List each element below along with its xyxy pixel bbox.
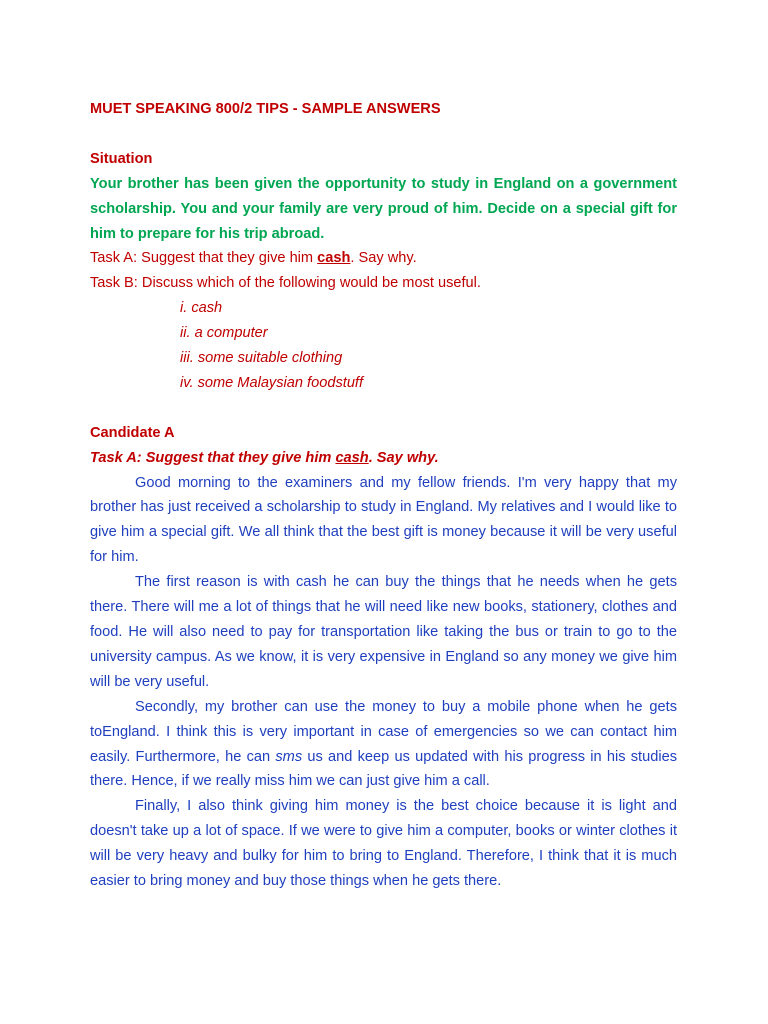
candidate-task-prefix: Task A: Suggest that they give him bbox=[90, 449, 336, 466]
spacer bbox=[90, 396, 677, 421]
spacer bbox=[90, 122, 677, 147]
options-list bbox=[90, 296, 677, 396]
answer-paragraph-1: Good morning to the examiners and my fellow friends. I'm very happy that my brother has just received a scholarship to study in England. My relatives and I would like to give him a special gift. We all think that the best gift is money because it will be very useful for him. bbox=[90, 474, 677, 566]
candidate-heading: Candidate A bbox=[90, 424, 175, 441]
candidate-task-line bbox=[90, 446, 677, 471]
task-a-suffix: . Say why. bbox=[350, 250, 417, 267]
document-page bbox=[90, 97, 677, 894]
paragraph-3-text-a: Secondly, my brother can use the money to buy a mobile phone when he gets toEngland. I think this is very important in case of emergencies so we can contact him easily. Furthermore, he can bbox=[90, 698, 677, 765]
option-item: i. cash bbox=[180, 300, 223, 317]
situation-text: Your brother has been given the opportunity to study in England on a government scholarship. You and your family are very proud of him. Decide on a special gift for him to prepare for his trip abroad. bbox=[90, 175, 677, 242]
option-item: iii. some suitable clothing bbox=[180, 350, 343, 367]
task-a-key-word: cash bbox=[317, 250, 351, 267]
task-b-instruction: Task B: Discuss which of the following would be most useful. bbox=[90, 275, 481, 292]
option-item: iv. some Malaysian foodstuff bbox=[180, 374, 364, 391]
answer-paragraph-4: Finally, I also think giving him money is the best choice because it is light and doesn't take up a lot of space. If we were to give him a computer, books or winter clothes it will be very heavy and bulky for him to bring to England. Therefore, I think that it is much easier to bring money and buy those things when he gets there. bbox=[90, 798, 677, 890]
document-title: MUET SPEAKING 800/2 TIPS - SAMPLE ANSWERS bbox=[90, 101, 441, 117]
candidate-task-suffix: . Say why. bbox=[368, 449, 439, 466]
answer-paragraph-3 bbox=[90, 695, 677, 795]
answer-paragraph-2: The first reason is with cash he can buy the things that he needs when he gets there. There will me a lot of things that he will need like new books, stationery, clothes and food. He will also need to pay for transportation like taking the bus or train to go to the university campus. As we know, it is very expensive in England so any money we give him will be very useful. bbox=[90, 574, 677, 690]
task-a-instruction bbox=[90, 246, 677, 271]
situation-heading: Situation bbox=[90, 150, 153, 167]
task-a-prefix: Task A: Suggest that they give him bbox=[90, 250, 318, 267]
sms-word: sms bbox=[275, 748, 303, 765]
paragraph-3-text-b: us and keep us updated with his progress in his studies there. Hence, if we really miss him we can just give him a call. bbox=[90, 748, 677, 790]
option-item: ii. a computer bbox=[180, 325, 268, 342]
candidate-task-key-word: cash bbox=[335, 449, 369, 466]
